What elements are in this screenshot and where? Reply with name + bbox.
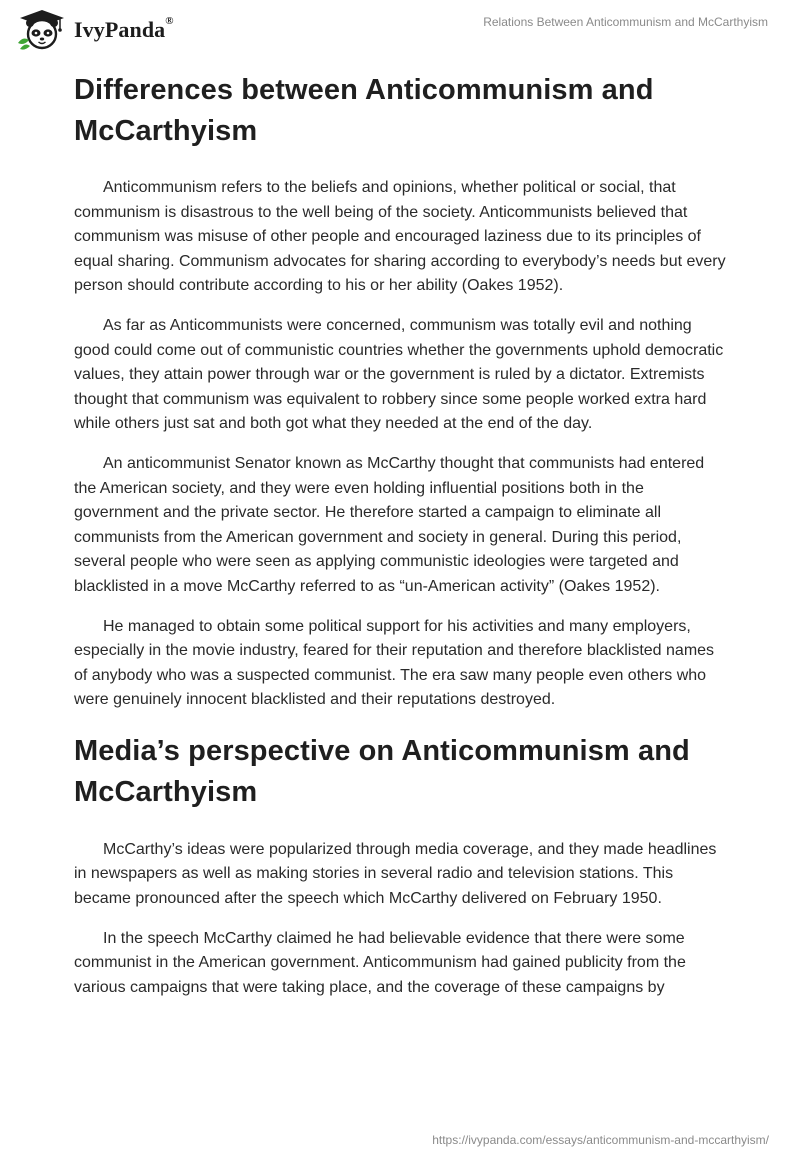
- page-header: [0, 0, 800, 66]
- paragraph: He managed to obtain some political support for his activities and many employers, especially in the movie industry, feared for their reputation and therefore blacklisted names of anybody who was a suspected communist. The era saw many people even others who were genuinely innocent blacklisted and their reputations destroyed.: [74, 617, 715, 709]
- paragraph: Anticommunism refers to the beliefs and opinions, whether political or social, that communism is disastrous to the well being of the society. Anticommunists believed that communism was misuse of other people and encouraged laziness due to its principles of equal sharing. Communism advocates for sharing according to everybody’s needs but every person should contribute according to his or her ability (Oakes 1952).: [74, 179, 726, 295]
- paragraph: As far as Anticommunists were concerned, communism was totally evil and nothing good could come out of communistic countries whether the governments uphold democratic values, they attain power through war or the government is ruled by a dictator. Extremists thought that communism was equivalent to robbery since some people worked extra hard while others just sat and both got what they needed at the end of the day.: [74, 316, 724, 433]
- paragraph: McCarthy’s ideas were popularized through media coverage, and they made headlines in newspapers as well as making stories in several radio and television stations. This became pronounced after the speech which McCarthy delivered on February 1950.: [74, 840, 717, 908]
- paragraph: An anticommunist Senator known as McCarthy thought that communists had entered the American society, and they were even holding influential positions both in the government and the private sector. He therefore started a campaign to eliminate all communists from the American government and society in general. During this period, several people who were seen as applying communistic ideologies were targeted and blacklisted in a move McCarthy referred to as “un-American activity” (Oakes 1952).: [74, 454, 705, 595]
- paragraph: In the speech McCarthy claimed he had believable evidence that there were some communist in the American government. Anticommunism had gained publicity from the various campaigns that were taking place, and the coverage of these campaigns by: [74, 929, 686, 996]
- ivypanda-logo[interactable]: [16, 9, 174, 51]
- logo-text: IvyPanda®: [74, 15, 174, 42]
- panda-graduate-icon: [16, 9, 68, 51]
- source-url[interactable]: https://ivypanda.com/essays/anticommunism-and-mccarthyism/: [432, 1133, 769, 1147]
- registered-mark: ®: [165, 15, 174, 27]
- document-title: Relations Between Anticommunism and McCarthyism: [483, 15, 768, 29]
- section-heading: Media’s perspective on Anticommunism and McCarthyism: [74, 734, 690, 808]
- article-body: [74, 70, 728, 1015]
- section-heading: Differences between Anticommunism and McCarthyism: [74, 74, 654, 147]
